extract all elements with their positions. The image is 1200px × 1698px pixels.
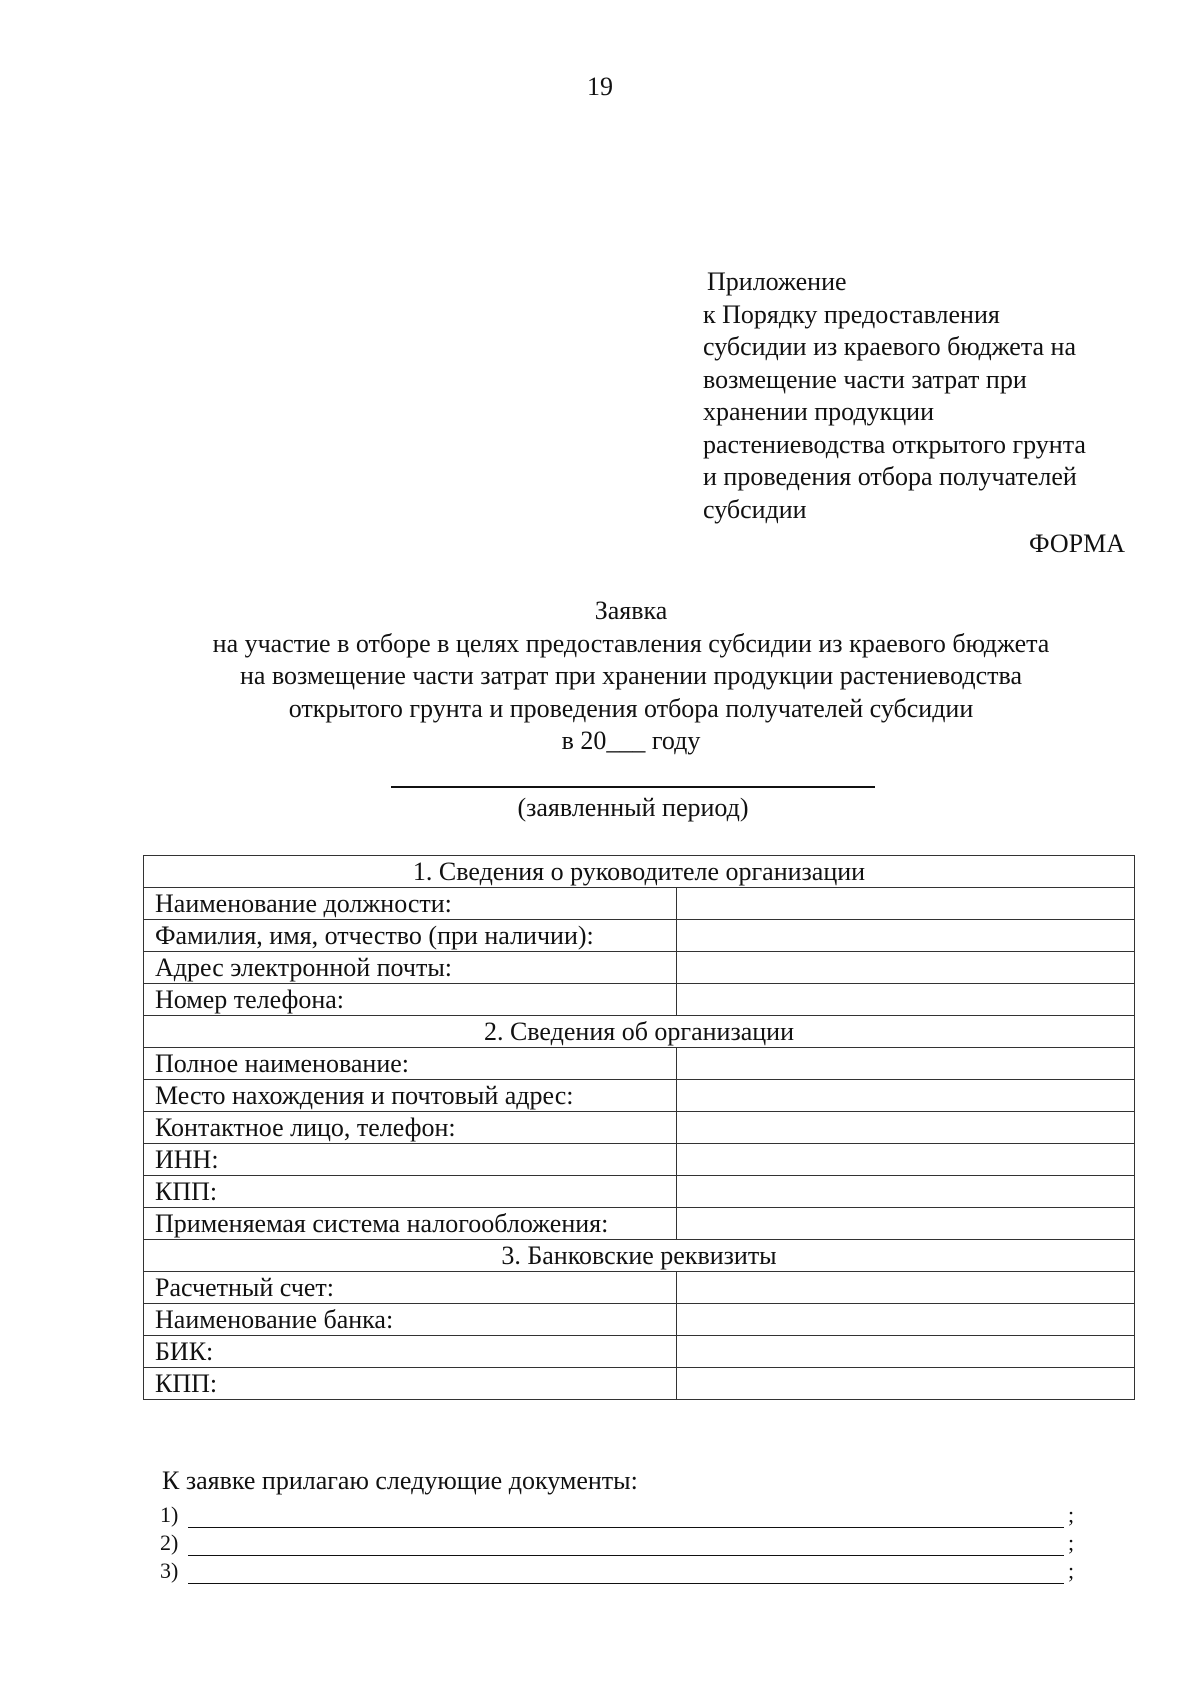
appendix-header (703, 266, 1143, 526)
field-label: Расчетный счет: (144, 1272, 677, 1304)
field-value-cell[interactable] (677, 1304, 1135, 1336)
attachment-number: 3) (160, 1558, 179, 1583)
period-input-line[interactable] (391, 786, 875, 788)
attachment-row (160, 1556, 1080, 1584)
field-label: Полное наименование: (144, 1048, 677, 1080)
field-value-cell[interactable] (677, 1368, 1135, 1400)
field-value-cell[interactable] (677, 920, 1135, 952)
table-row (144, 952, 1135, 984)
field-value-cell[interactable] (677, 1048, 1135, 1080)
section-header-row (144, 856, 1135, 888)
period-caption: (заявленный период) (517, 793, 749, 822)
appendix-line: хранении продукции (703, 397, 935, 426)
field-label: КПП: (144, 1176, 677, 1208)
title-line: на участие в отборе в целях предоставления субсидии из краевого бюджета (212, 628, 1050, 658)
table-row (144, 984, 1135, 1016)
field-value-cell[interactable] (677, 952, 1135, 984)
section-header-row (144, 1016, 1135, 1048)
table-row (144, 1144, 1135, 1176)
field-value-cell[interactable] (677, 1336, 1135, 1368)
field-label: Применяемая система налогообложения: (144, 1208, 677, 1240)
table-row (144, 1176, 1135, 1208)
section-title: 1. Сведения о руководителе организации (144, 856, 1135, 888)
appendix-line: к Порядку предоставления (703, 299, 1000, 329)
field-label: Наименование должности: (144, 888, 677, 920)
title-line: открытого грунта и проведения отбора получателей субсидии (288, 693, 974, 723)
field-label: Место нахождения и почтовый адрес: (144, 1080, 677, 1112)
field-value-cell[interactable] (677, 1208, 1135, 1240)
attachment-separator: ; (1068, 1502, 1075, 1527)
attachments-title: К заявке прилагаю следующие документы: (162, 1466, 638, 1495)
section-title: 3. Банковские реквизиты (144, 1240, 1135, 1272)
attachments-list (160, 1500, 1080, 1584)
field-label: КПП: (144, 1368, 677, 1400)
attachment-separator: ; (1068, 1530, 1075, 1555)
table-row (144, 888, 1135, 920)
table-body (144, 856, 1135, 1400)
appendix-line: и проведения отбора получателей (703, 462, 1077, 491)
table-row (144, 1112, 1135, 1144)
title-line: на возмещение части затрат при хранении продукции растениеводства (240, 661, 1022, 690)
appendix-line: возмещение части затрат при (703, 364, 1027, 394)
attachment-blank-line[interactable] (188, 1507, 1064, 1528)
field-value-cell[interactable] (677, 984, 1135, 1016)
field-value-cell[interactable] (677, 888, 1135, 920)
table-row (144, 1208, 1135, 1240)
table-row (144, 1080, 1135, 1112)
field-label: Адрес электронной почты: (144, 952, 677, 984)
document-title (0, 595, 1200, 758)
appendix-line: субсидии (703, 494, 807, 524)
section-header-row (144, 1240, 1135, 1272)
table-row (144, 1048, 1135, 1080)
table-row (144, 1368, 1135, 1400)
table-row (144, 1272, 1135, 1304)
title-line: в 20___ году (561, 726, 701, 755)
attachment-number: 1) (160, 1502, 179, 1527)
table-row (144, 920, 1135, 952)
table-row (144, 1336, 1135, 1368)
field-value-cell[interactable] (677, 1176, 1135, 1208)
appendix-line: Приложение (707, 267, 847, 296)
field-label: Наименование банка: (144, 1304, 677, 1336)
field-label: Фамилия, имя, отчество (при наличии): (144, 920, 677, 952)
field-label: БИК: (144, 1336, 677, 1368)
forma-label: ФОРМА (1029, 529, 1125, 558)
field-label: Номер телефона: (144, 984, 677, 1016)
field-label: ИНН: (144, 1144, 677, 1176)
title-line: Заявка (594, 596, 668, 625)
page-number: 19 (587, 72, 613, 101)
application-table (143, 855, 1135, 1400)
attachment-blank-line[interactable] (188, 1563, 1064, 1584)
appendix-line: субсидии из краевого бюджета на (703, 332, 1077, 361)
appendix-line: растениеводства открытого грунта (703, 429, 1086, 459)
field-value-cell[interactable] (677, 1112, 1135, 1144)
field-label: Контактное лицо, телефон: (144, 1112, 677, 1144)
section-title: 2. Сведения об организации (144, 1016, 1135, 1048)
table-row (144, 1304, 1135, 1336)
attachment-row (160, 1500, 1080, 1528)
field-value-cell[interactable] (677, 1144, 1135, 1176)
attachment-separator: ; (1068, 1558, 1075, 1583)
field-value-cell[interactable] (677, 1080, 1135, 1112)
attachment-row (160, 1528, 1080, 1556)
attachment-number: 2) (160, 1530, 179, 1555)
attachment-blank-line[interactable] (188, 1535, 1064, 1556)
field-value-cell[interactable] (677, 1272, 1135, 1304)
